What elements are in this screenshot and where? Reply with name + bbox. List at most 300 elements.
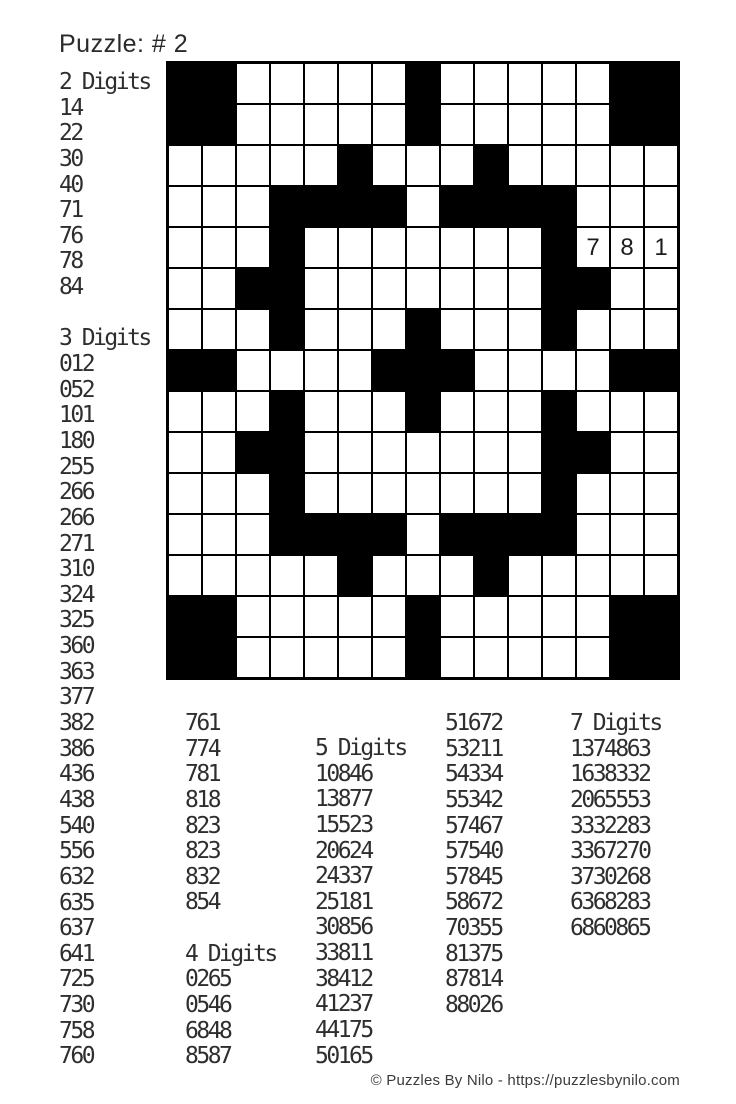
grid-cell[interactable] xyxy=(237,146,269,185)
list-item: 6848 xyxy=(185,1017,231,1044)
grid-cell-black xyxy=(441,351,473,390)
grid-cell-black xyxy=(645,351,677,390)
grid-cell[interactable] xyxy=(339,392,371,431)
list-item: 540 xyxy=(59,812,94,839)
grid-cell[interactable] xyxy=(441,310,473,349)
list-item: 30 xyxy=(59,145,82,172)
list-item: 41237 xyxy=(315,991,372,1018)
grid-cell[interactable] xyxy=(441,597,473,636)
grid-cell[interactable] xyxy=(577,392,609,431)
grid-cell[interactable] xyxy=(475,228,507,267)
footer-credit: © Puzzles By Nilo - https://puzzlesbynilo.com xyxy=(370,1072,680,1089)
grid-cell[interactable] xyxy=(543,638,575,677)
grid-cell[interactable] xyxy=(373,433,405,472)
grid-cell[interactable] xyxy=(271,638,303,677)
grid-cell-black xyxy=(271,310,303,349)
grid-cell[interactable] xyxy=(577,187,609,226)
grid-cell-black xyxy=(169,64,201,103)
grid-cell[interactable] xyxy=(271,146,303,185)
list-item: 635 xyxy=(59,889,94,916)
list-item: 3332283 xyxy=(570,812,650,839)
list-item: 360 xyxy=(59,633,94,660)
grid-cell[interactable] xyxy=(203,146,235,185)
list-item: 87814 xyxy=(445,966,502,993)
grid-cell-black xyxy=(645,638,677,677)
list-section-header: 3 Digits xyxy=(59,325,150,352)
list-item: 54334 xyxy=(445,761,502,788)
grid-cell-black xyxy=(475,515,507,554)
grid-cell[interactable] xyxy=(373,474,405,513)
grid-cell-black xyxy=(203,64,235,103)
grid-cell[interactable] xyxy=(237,64,269,103)
list-item: 637 xyxy=(59,915,94,942)
grid-cell[interactable] xyxy=(169,269,201,308)
grid-cell-black xyxy=(543,228,575,267)
grid-cell-black xyxy=(543,515,575,554)
grid-cell[interactable] xyxy=(169,556,201,595)
grid-cell[interactable] xyxy=(645,556,677,595)
grid-cell[interactable] xyxy=(509,638,541,677)
grid-cell-black xyxy=(577,433,609,472)
grid-cell[interactable] xyxy=(645,269,677,308)
grid-cell[interactable] xyxy=(475,64,507,103)
grid-cell-black xyxy=(509,187,541,226)
grid-cell[interactable] xyxy=(373,392,405,431)
grid-cell[interactable] xyxy=(169,433,201,472)
list-item: 3367270 xyxy=(570,838,650,865)
list-item: 436 xyxy=(59,761,94,788)
list-item: 255 xyxy=(59,453,94,480)
grid-cell[interactable] xyxy=(373,269,405,308)
grid-cell-black xyxy=(271,269,303,308)
grid-cell-black xyxy=(543,269,575,308)
grid-cell[interactable] xyxy=(407,515,439,554)
grid-cell[interactable] xyxy=(305,556,337,595)
list-item: 40 xyxy=(59,171,82,198)
grid-cell-black xyxy=(509,515,541,554)
grid-cell[interactable] xyxy=(305,474,337,513)
list-item: 20624 xyxy=(315,837,372,864)
grid-cell[interactable] xyxy=(237,187,269,226)
grid-cell[interactable] xyxy=(441,638,473,677)
list-item: 58672 xyxy=(445,889,502,916)
list-item: 50165 xyxy=(315,1042,372,1069)
grid-cell[interactable] xyxy=(271,351,303,390)
grid-cell[interactable] xyxy=(373,310,405,349)
grid-cell[interactable] xyxy=(339,64,371,103)
list-item: 725 xyxy=(59,966,94,993)
grid-cell-black xyxy=(271,228,303,267)
grid-cell[interactable] xyxy=(509,474,541,513)
grid-cell-black xyxy=(373,515,405,554)
grid-cell[interactable] xyxy=(509,433,541,472)
grid-cell[interactable] xyxy=(271,105,303,144)
grid-cell[interactable] xyxy=(271,597,303,636)
grid-cell[interactable] xyxy=(237,556,269,595)
list-item: 730 xyxy=(59,992,94,1019)
grid-cell[interactable] xyxy=(339,433,371,472)
grid-cell[interactable] xyxy=(577,638,609,677)
list-item: 6368283 xyxy=(570,889,650,916)
grid-cell[interactable] xyxy=(203,392,235,431)
grid-cell[interactable] xyxy=(475,392,507,431)
grid-cell[interactable] xyxy=(611,187,643,226)
list-section-header: 2 Digits xyxy=(59,69,150,95)
list-item: 438 xyxy=(59,786,94,813)
grid-cell[interactable] xyxy=(441,433,473,472)
grid-cell-black xyxy=(373,187,405,226)
grid-cell[interactable] xyxy=(305,105,337,144)
grid-cell[interactable] xyxy=(611,310,643,349)
grid-cell-black xyxy=(407,597,439,636)
grid-cell[interactable] xyxy=(577,64,609,103)
grid-cell[interactable] xyxy=(645,433,677,472)
grid-cell[interactable] xyxy=(373,146,405,185)
grid-cell[interactable] xyxy=(509,310,541,349)
list-item: 57467 xyxy=(445,812,502,839)
list-item: 324 xyxy=(59,581,94,608)
grid-cell-black xyxy=(475,146,507,185)
grid-cell-black xyxy=(339,187,371,226)
grid-cell[interactable] xyxy=(305,228,337,267)
grid-cell[interactable] xyxy=(339,597,371,636)
grid-cell[interactable] xyxy=(611,146,643,185)
grid-cell[interactable] xyxy=(577,474,609,513)
word-list-column-4 xyxy=(445,711,502,1019)
list-item: 0546 xyxy=(185,992,231,1019)
grid-cell[interactable] xyxy=(339,105,371,144)
grid-cell[interactable] xyxy=(441,228,473,267)
grid-cell-black xyxy=(441,187,473,226)
grid-cell[interactable] xyxy=(237,515,269,554)
list-item: 363 xyxy=(59,658,94,685)
grid-cell[interactable] xyxy=(305,269,337,308)
grid-cell-black xyxy=(543,474,575,513)
grid-cell[interactable] xyxy=(339,351,371,390)
grid-cell[interactable] xyxy=(645,310,677,349)
grid-cell[interactable] xyxy=(441,269,473,308)
list-item: 386 xyxy=(59,735,94,762)
grid-cell[interactable] xyxy=(169,228,201,267)
grid-cell-black xyxy=(407,392,439,431)
grid-cell[interactable] xyxy=(237,638,269,677)
list-item: 57845 xyxy=(445,863,502,890)
grid-cell[interactable] xyxy=(169,146,201,185)
grid-cell[interactable] xyxy=(203,187,235,226)
grid-cell-black xyxy=(169,351,201,390)
list-item: 310 xyxy=(59,556,94,583)
grid-cell-black xyxy=(407,638,439,677)
grid-cell[interactable] xyxy=(169,515,201,554)
grid-cell[interactable] xyxy=(509,556,541,595)
grid-cell[interactable] xyxy=(305,433,337,472)
word-list-column-5 xyxy=(570,711,661,942)
grid-cell[interactable] xyxy=(611,269,643,308)
list-item: 53211 xyxy=(445,735,502,762)
list-item: 1638332 xyxy=(570,761,650,788)
grid-cell[interactable] xyxy=(577,515,609,554)
list-item: 774 xyxy=(185,735,220,762)
grid-cell-black xyxy=(339,146,371,185)
list-item: 760 xyxy=(59,1043,94,1070)
grid-cell[interactable] xyxy=(543,146,575,185)
grid-cell[interactable] xyxy=(509,105,541,144)
grid-cell-black xyxy=(237,433,269,472)
grid-cell[interactable] xyxy=(577,105,609,144)
grid-cell[interactable] xyxy=(305,310,337,349)
list-gap xyxy=(185,916,276,942)
word-list-column-3 xyxy=(315,736,406,1069)
list-item: 44175 xyxy=(315,1017,372,1044)
grid-cell[interactable] xyxy=(203,556,235,595)
grid-cell[interactable] xyxy=(577,556,609,595)
list-item: 33811 xyxy=(315,940,372,967)
list-item: 22 xyxy=(59,120,82,147)
grid-cell[interactable] xyxy=(509,228,541,267)
grid-cell[interactable] xyxy=(373,105,405,144)
grid-cell[interactable] xyxy=(475,351,507,390)
list-item: 325 xyxy=(59,607,94,634)
list-item: 51672 xyxy=(445,710,502,736)
grid-cell[interactable] xyxy=(577,310,609,349)
grid-cell-black xyxy=(305,187,337,226)
grid-cell-black xyxy=(611,351,643,390)
list-item: 818 xyxy=(185,786,220,813)
grid-cell-black xyxy=(169,638,201,677)
grid-cell[interactable] xyxy=(339,474,371,513)
grid-cell-filled[interactable]: 1 xyxy=(645,228,677,267)
grid-cell[interactable] xyxy=(645,187,677,226)
word-list-column-2 xyxy=(185,711,276,1070)
grid-cell[interactable] xyxy=(543,556,575,595)
grid-cell[interactable] xyxy=(305,146,337,185)
grid-cell-black xyxy=(271,392,303,431)
grid-cell[interactable] xyxy=(339,228,371,267)
grid-cell[interactable] xyxy=(475,474,507,513)
grid-cell[interactable] xyxy=(203,228,235,267)
grid-cell[interactable] xyxy=(237,392,269,431)
list-item: 823 xyxy=(185,812,220,839)
grid-cell-black xyxy=(475,556,507,595)
list-item: 2065553 xyxy=(570,786,650,813)
grid-cell[interactable] xyxy=(611,474,643,513)
grid-cell[interactable] xyxy=(339,638,371,677)
grid-cell[interactable] xyxy=(475,597,507,636)
list-item: 88026 xyxy=(445,992,502,1019)
grid-cell[interactable] xyxy=(407,556,439,595)
grid-cell-black xyxy=(577,269,609,308)
grid-cell[interactable] xyxy=(373,556,405,595)
list-item: 832 xyxy=(185,863,220,890)
list-gap xyxy=(59,301,150,327)
list-item: 101 xyxy=(59,402,94,429)
grid-cell[interactable] xyxy=(305,351,337,390)
grid-cell[interactable] xyxy=(203,269,235,308)
list-section-header: 5 Digits xyxy=(315,735,406,761)
grid-cell[interactable] xyxy=(407,474,439,513)
grid-cell[interactable] xyxy=(271,64,303,103)
grid-cell[interactable] xyxy=(407,187,439,226)
grid-cell-black xyxy=(237,269,269,308)
grid-cell[interactable] xyxy=(509,392,541,431)
grid-cell[interactable] xyxy=(509,64,541,103)
grid-cell-black xyxy=(611,105,643,144)
grid-cell[interactable] xyxy=(441,105,473,144)
grid-cell-black xyxy=(407,310,439,349)
word-list-column-1 xyxy=(59,70,150,1070)
grid-cell[interactable] xyxy=(305,64,337,103)
grid-cell[interactable] xyxy=(237,474,269,513)
grid-cell[interactable] xyxy=(645,474,677,513)
grid-cell[interactable] xyxy=(237,228,269,267)
grid-cell[interactable] xyxy=(645,515,677,554)
grid-cell[interactable] xyxy=(407,269,439,308)
grid-cell-black xyxy=(203,597,235,636)
grid-cell-black xyxy=(611,638,643,677)
grid-cell-black xyxy=(441,515,473,554)
list-item: 76 xyxy=(59,222,82,249)
grid-cell[interactable] xyxy=(305,392,337,431)
list-item: 57540 xyxy=(445,838,502,865)
grid-cell[interactable] xyxy=(373,597,405,636)
grid-cell[interactable] xyxy=(475,638,507,677)
list-item: 823 xyxy=(185,838,220,865)
list-item: 271 xyxy=(59,530,94,557)
grid-cell[interactable] xyxy=(475,310,507,349)
grid-cell-black xyxy=(645,105,677,144)
grid-cell-black xyxy=(373,351,405,390)
grid-cell-filled[interactable]: 8 xyxy=(611,228,643,267)
grid-cell-black xyxy=(407,351,439,390)
grid-cell-black xyxy=(475,187,507,226)
grid-cell[interactable] xyxy=(373,228,405,267)
grid-cell[interactable] xyxy=(169,187,201,226)
grid-cell-black xyxy=(169,105,201,144)
grid-cell[interactable] xyxy=(509,269,541,308)
list-item: 382 xyxy=(59,710,94,737)
grid-cell[interactable] xyxy=(373,638,405,677)
list-item: 24337 xyxy=(315,863,372,890)
grid-cell[interactable] xyxy=(577,597,609,636)
grid-cell-black xyxy=(645,64,677,103)
list-item: 25181 xyxy=(315,888,372,915)
grid-cell-black xyxy=(543,433,575,472)
grid-cell-black xyxy=(271,474,303,513)
grid-cell[interactable] xyxy=(407,146,439,185)
list-item: 81375 xyxy=(445,940,502,967)
grid-cell[interactable] xyxy=(509,597,541,636)
grid-cell[interactable] xyxy=(441,64,473,103)
list-item: 78 xyxy=(59,248,82,275)
grid-cell-black xyxy=(543,187,575,226)
grid-cell[interactable] xyxy=(407,433,439,472)
grid-cell[interactable] xyxy=(475,269,507,308)
grid-cell[interactable] xyxy=(203,474,235,513)
grid-cell[interactable] xyxy=(543,351,575,390)
list-item: 84 xyxy=(59,274,82,301)
grid-cell[interactable] xyxy=(577,146,609,185)
grid-cell[interactable] xyxy=(509,351,541,390)
list-item: 0265 xyxy=(185,966,231,993)
grid-cell[interactable] xyxy=(611,515,643,554)
grid-cell[interactable] xyxy=(645,392,677,431)
grid-cell-black xyxy=(271,515,303,554)
grid-cell[interactable] xyxy=(441,146,473,185)
list-item: 14 xyxy=(59,94,82,121)
grid-cell-black xyxy=(543,392,575,431)
grid-cell[interactable] xyxy=(543,105,575,144)
grid-cell[interactable] xyxy=(645,146,677,185)
grid-cell[interactable] xyxy=(237,597,269,636)
list-item: 052 xyxy=(59,376,94,403)
grid-cell[interactable] xyxy=(611,556,643,595)
grid-cell[interactable] xyxy=(407,228,439,267)
grid-cell-black xyxy=(339,556,371,595)
grid-cell-black xyxy=(203,351,235,390)
grid-cell[interactable] xyxy=(237,105,269,144)
list-item: 8587 xyxy=(185,1043,231,1070)
list-item: 70355 xyxy=(445,915,502,942)
grid-cell[interactable] xyxy=(475,433,507,472)
grid-cell-black xyxy=(339,515,371,554)
list-item: 3730268 xyxy=(570,863,650,890)
list-item: 556 xyxy=(59,838,94,865)
grid-cell[interactable] xyxy=(543,64,575,103)
list-item: 854 xyxy=(185,889,220,916)
grid-cell[interactable] xyxy=(169,474,201,513)
grid-cell[interactable] xyxy=(543,597,575,636)
puzzle-grid xyxy=(166,61,680,680)
grid-cell[interactable] xyxy=(169,392,201,431)
grid-cell[interactable] xyxy=(169,310,201,349)
list-item: 15523 xyxy=(315,811,372,838)
grid-cell[interactable] xyxy=(203,515,235,554)
grid-cell[interactable] xyxy=(441,556,473,595)
grid-cell-black xyxy=(611,64,643,103)
grid-cell[interactable] xyxy=(305,597,337,636)
grid-cell[interactable] xyxy=(203,433,235,472)
list-item: 1374863 xyxy=(570,735,650,762)
grid-cell-black xyxy=(611,597,643,636)
list-item: 10846 xyxy=(315,760,372,787)
grid-cell-black xyxy=(407,105,439,144)
grid-cell[interactable] xyxy=(339,310,371,349)
grid-cell[interactable] xyxy=(441,474,473,513)
grid-cell[interactable] xyxy=(509,146,541,185)
grid-cell[interactable] xyxy=(339,269,371,308)
grid-cell[interactable] xyxy=(237,310,269,349)
grid-cell[interactable] xyxy=(203,310,235,349)
list-section-header: 4 Digits xyxy=(185,940,276,967)
list-item: 781 xyxy=(185,761,220,788)
grid-cell[interactable] xyxy=(441,392,473,431)
grid-cell[interactable] xyxy=(611,392,643,431)
grid-cell[interactable] xyxy=(611,433,643,472)
grid-cell[interactable] xyxy=(237,351,269,390)
list-item: 758 xyxy=(59,1017,94,1044)
grid-cell-black xyxy=(271,433,303,472)
grid-cell-black xyxy=(203,105,235,144)
grid-cell[interactable] xyxy=(305,638,337,677)
page-title: Puzzle: # 2 xyxy=(59,30,189,58)
list-item: 6860865 xyxy=(570,915,650,942)
grid-cell[interactable] xyxy=(373,64,405,103)
grid-cell-filled[interactable]: 7 xyxy=(577,228,609,267)
grid-cell[interactable] xyxy=(577,351,609,390)
list-item: 38412 xyxy=(315,965,372,992)
grid-cell[interactable] xyxy=(271,556,303,595)
grid-cell[interactable] xyxy=(475,105,507,144)
